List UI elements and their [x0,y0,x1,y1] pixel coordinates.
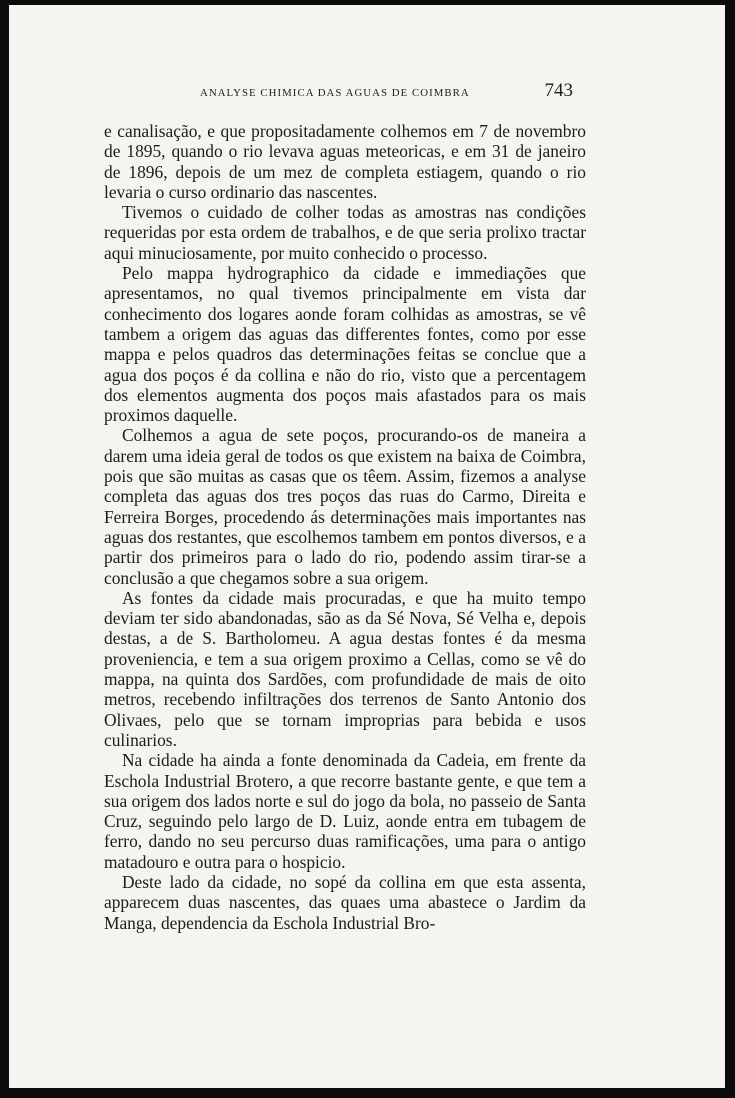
paragraph-7: Deste lado da cidade, no sopé da collina em que esta assenta, apparecem duas nascentes, das quaes uma abastece o Jardim da Manga, dependencia da Eschola Industrial Bro- [104,871,586,933]
paragraph-1: e canalisação, e que propositadamente colhemos em 7 de novembro de 1895, quando o rio levava aguas meteoricas, e em 31 de janeiro de 1896, depois de um mez de completa estiagem, quando o rio levaria o curso ordinario das nascentes. [104,121,586,202]
paragraph-6: Na cidade ha ainda a fonte denominada da Cadeia, em frente da Eschola Industrial Brotero, a que recorre bastante gente, e que tem a sua origem dos lados norte e sul do jogo da bola, no passeio de Santa Cruz, seguindo pelo largo de D. Luiz, aonde entra em tubagem de ferro, dando no seu percurso duas ramificações, uma para o antigo matadouro e outra para o hospicio. [104,750,586,872]
paragraph-4: Colhemos a agua de sete poços, procurando-os de maneira a darem uma ideia geral de todos os que existem na baixa de Coimbra, pois que são muitas as casas que os têem. Assim, fizemos a analyse completa das aguas dos tres poços das ruas do Carmo, Direita e Ferreira Borges, procedendo ás determinações mais importantes nas aguas dos restantes, que escolhemos tambem em pontos diversos, e a partir dos primeiros para o lado do rio, podendo assim tirar-se a conclusão a que chegamos sobre a sua origem. [104,425,586,588]
paragraph-2: Tivemos o cuidado de colher todas as amostras nas condições requeridas por esta ordem de trabalhos, e de que seria prolixo tractar aqui minuciosamente, por muito conhecido o processo. [104,202,586,263]
page-header [104,80,591,110]
body-text [104,121,586,933]
running-title: ANALYSE CHIMICA DAS AGUAS DE COIMBRA [200,87,470,99]
paragraph-3: Pelo mappa hydrographico da cidade e immediações que apresentamos, no qual tivemos principalmente em vista dar conhecimento dos logares aonde foram colhidas as amostras, se vê tambem a origem das aguas das differentes fontes, como por esse mappa e pelos quadros das determinações feitas se conclue que a agua dos poços é da collina e não do rio, visto que a percentagem dos elementos augmenta dos poços mais afastados para os mais proximos daquelle. [104,263,586,426]
page-number: 743 [544,80,573,101]
paragraph-5: As fontes da cidade mais procuradas, e que ha muito tempo deviam ter sido abandonadas, são as da Sé Nova, Sé Velha e, depois destas, a de S. Bartholomeu. A agua destas fontes é da mesma proveniencia, e tem a sua origem proximo a Cellas, como se vê do mappa, na quinta dos Sardões, com profundidade de mais de oito metros, recebendo infiltrações dos terrenos de Santo Antonio dos Olivaes, pelo que se tornam improprias para bebida e usos culinarios. [104,587,586,750]
book-page [104,0,591,1098]
